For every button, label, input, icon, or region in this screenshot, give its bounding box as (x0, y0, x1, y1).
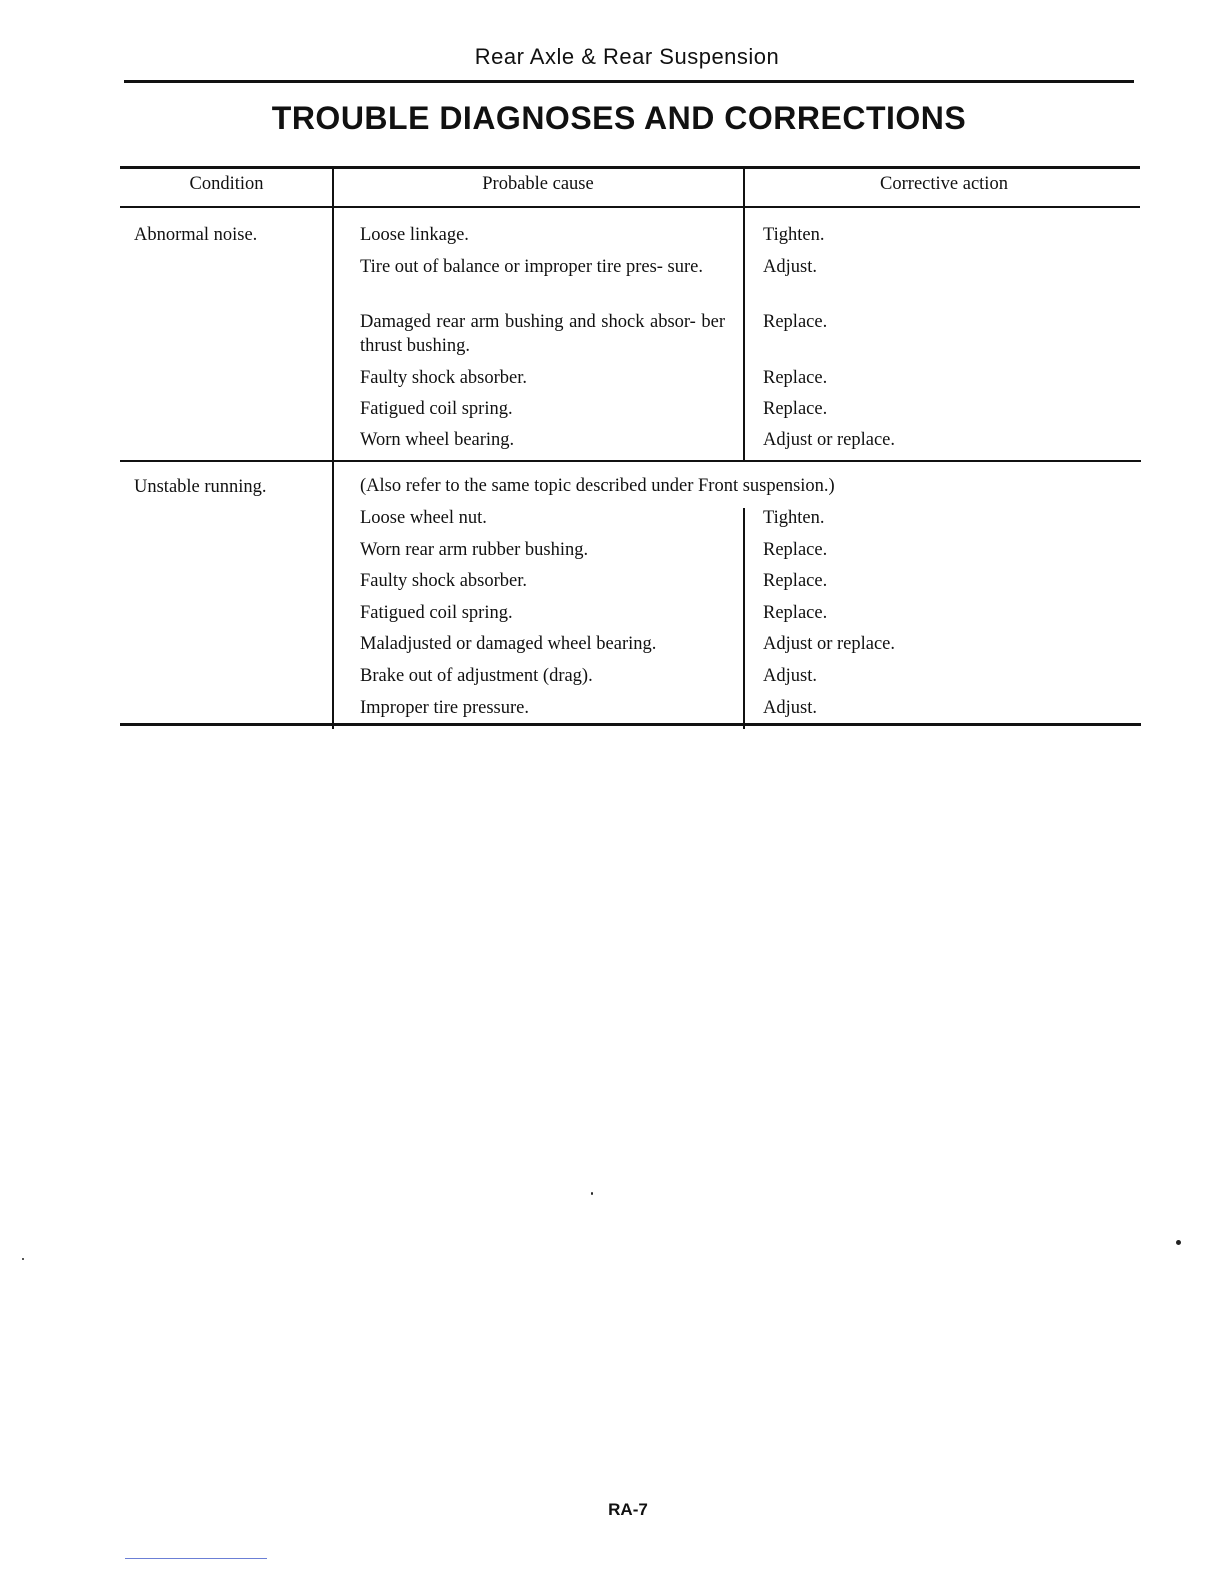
section-divider-rule (120, 460, 1141, 462)
cause-worn-wheel-bearing: Worn wheel bearing. (360, 430, 515, 450)
cause-faulty-shock-absorber: Faulty shock absorber. (360, 571, 527, 591)
header-bottom-rule (120, 206, 1140, 208)
header-condition: Condition (189, 174, 264, 194)
footer-blue-rule (125, 1558, 267, 1559)
page-number: RA-7 (608, 1500, 648, 1519)
action-tighten: Tighten. (763, 225, 825, 245)
scan-speck (1176, 1240, 1181, 1245)
page-title: TROUBLE DIAGNOSES AND CORRECTIONS (271, 100, 967, 136)
header-rule (124, 80, 1134, 83)
cause-loose-wheel-nut: Loose wheel nut. (360, 508, 487, 528)
action-adjust-or-replace: Adjust or replace. (763, 634, 896, 654)
action-replace: Replace. (763, 571, 828, 591)
action-adjust: Adjust. (763, 666, 817, 686)
column-divider-2-upper (743, 166, 745, 461)
action-replace: Replace. (763, 312, 828, 332)
action-replace: Replace. (763, 399, 828, 419)
condition-unstable-running: Unstable running. (134, 477, 267, 497)
running-header: Rear Axle & Rear Suspension (474, 44, 780, 69)
diagnosis-table (120, 166, 1141, 730)
cause-loose-linkage: Loose linkage. (360, 225, 469, 245)
table-top-rule (120, 166, 1140, 169)
condition-abnormal-noise: Abnormal noise. (134, 225, 258, 245)
cause-maladjusted-wheel-bearing: Maladjusted or damaged wheel bearing. (360, 634, 657, 654)
table-bottom-rule (120, 723, 1141, 726)
column-divider-1 (332, 166, 334, 729)
action-adjust-or-replace: Adjust or replace. (763, 430, 896, 450)
cross-reference-note: (Also refer to the same topic described under Front suspension.) (360, 476, 835, 496)
cause-brake-drag: Brake out of adjustment (drag). (360, 666, 593, 686)
action-adjust: Adjust. (763, 698, 817, 718)
cause-damaged-bushing: Damaged rear arm bushing and shock absor- ber thrust bushing. (360, 312, 725, 356)
header-corrective-action: Corrective action (880, 174, 1008, 194)
cause-fatigued-coil-spring: Fatigued coil spring. (360, 399, 513, 419)
scan-speck (591, 1192, 593, 1195)
action-replace: Replace. (763, 603, 828, 623)
action-tighten: Tighten. (763, 508, 825, 528)
cause-tire-balance: Tire out of balance or improper tire pres- sure. (360, 257, 703, 277)
header-probable-cause: Probable cause (482, 174, 594, 194)
cause-faulty-shock-absorber: Faulty shock absorber. (360, 368, 527, 388)
action-replace: Replace. (763, 368, 828, 388)
cause-fatigued-coil-spring: Fatigued coil spring. (360, 603, 513, 623)
action-adjust: Adjust. (763, 257, 817, 277)
scan-speck (22, 1258, 24, 1260)
cause-worn-rubber-bushing: Worn rear arm rubber bushing. (360, 540, 589, 560)
action-replace: Replace. (763, 540, 828, 560)
cause-improper-tire-pressure: Improper tire pressure. (360, 698, 530, 718)
column-divider-2-lower (743, 508, 745, 729)
